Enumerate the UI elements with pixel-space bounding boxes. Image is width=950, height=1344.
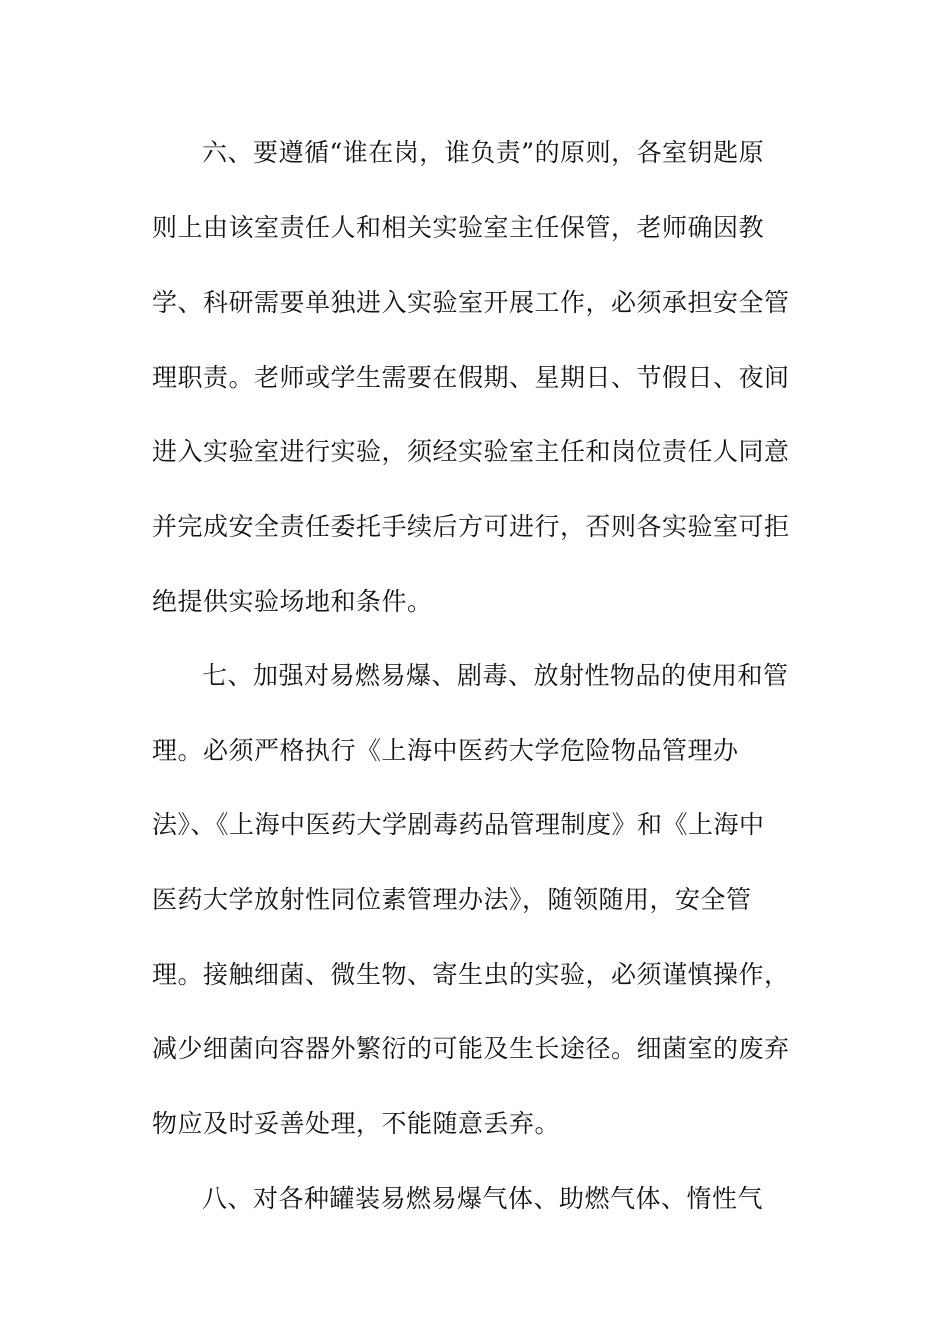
paragraph-7-line-6: 减少细菌向容器外繁衍的可能及生长途径。细菌室的废弃 <box>152 1034 790 1063</box>
paragraph-7-line-1: 七、加强对易燃易爆、剧毒、放射性物品的使用和管 <box>202 661 789 690</box>
paragraph-7-line-4: 医药大学放射性同位素管理办法》，随领随用，安全管 <box>152 885 752 914</box>
paragraph-6-line-2: 则上由该室责任人和相关实验室主任保管，老师确因教 <box>152 213 765 242</box>
paragraph-6-line-7: 绝提供实验场地和条件。 <box>152 587 433 616</box>
paragraph-6-line-3: 学、科研需要单独进入实验室开展工作，必须承担安全管 <box>152 288 790 317</box>
paragraph-6-line-1: 六、要遵循“谁在岗，谁负责”的原则，各室钥匙原 <box>202 138 765 167</box>
paragraph-6-line-4: 理职责。老师或学生需要在假期、星期日、节假日、夜间 <box>152 363 790 392</box>
paragraph-7-line-3: 法》、《上海中医药大学剧毒药品管理制度》和《上海中 <box>152 810 765 839</box>
paragraph-7-line-5: 理。接触细菌、微生物、寄生虫的实验，必须谨慎操作， <box>152 960 790 989</box>
paragraph-7-line-2: 理。必须严格执行《上海中医药大学危险物品管理办 <box>152 736 739 765</box>
paragraph-8-line-1: 八、对各种罐装易燃易爆气体、助燃气体、惰性气 <box>202 1184 764 1213</box>
paragraph-6-line-5: 进入实验室进行实验，须经实验室主任和岗位责任人同意 <box>152 437 790 466</box>
paragraph-7-line-7: 物应及时妥善处理，不能随意丢弃。 <box>152 1109 561 1138</box>
paragraph-6-line-6: 并完成安全责任委托手续后方可进行，否则各实验室可拒 <box>152 512 790 541</box>
